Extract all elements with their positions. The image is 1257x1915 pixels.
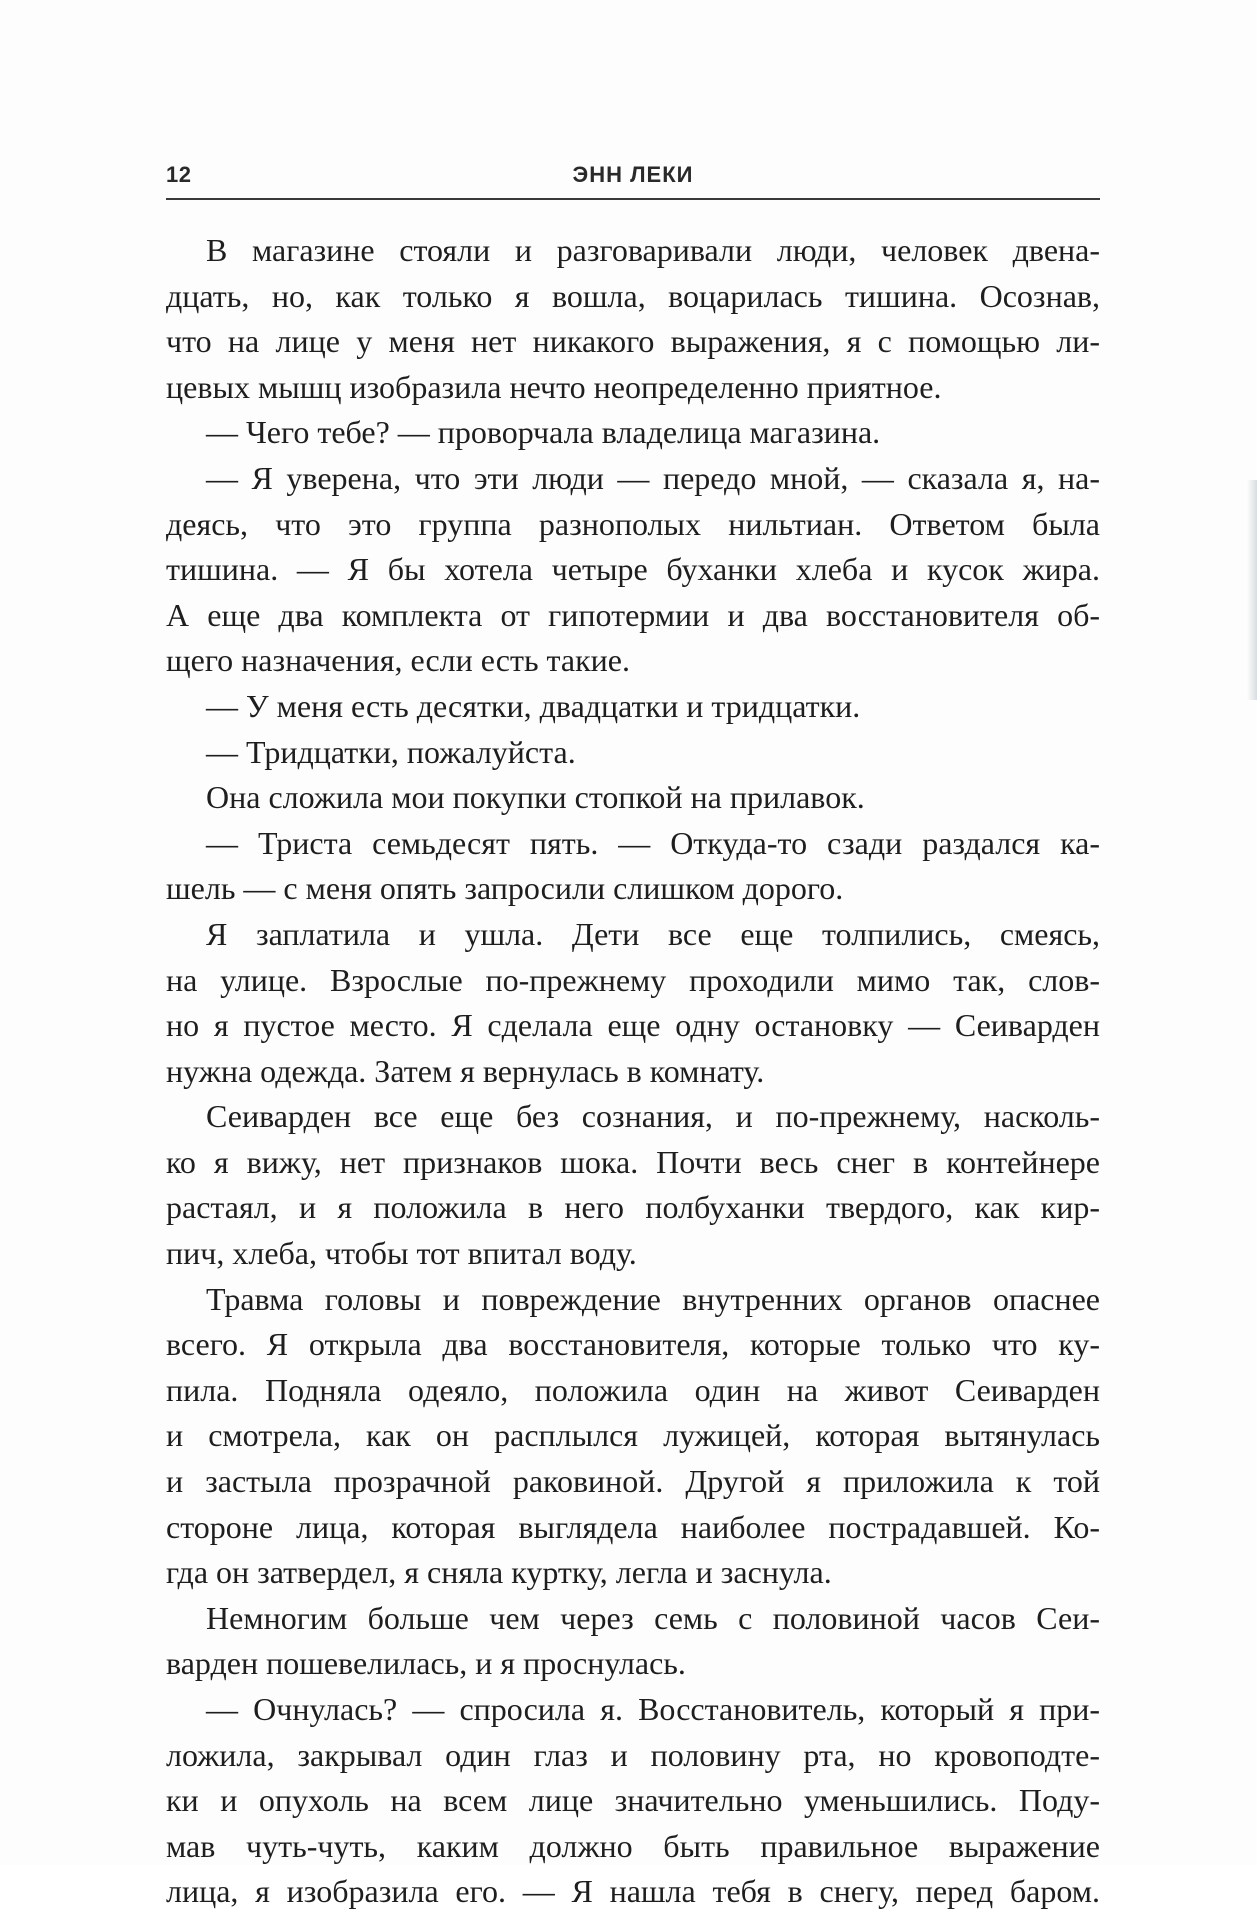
text-line: Я заплатила и ушла. Дети все еще толпились, смеясь, [206, 915, 1100, 952]
text-line: — Тридцатки, пожалуйста. [206, 733, 576, 770]
text-line: В магазине стояли и разговаривали люди, человек двена- [206, 232, 1100, 268]
text-line: мав чуть-чуть, каким должно быть правильное выражение [166, 1827, 1100, 1864]
running-head [166, 162, 1100, 200]
text-line: гда он затвердел, я сняла куртку, легла и заснула. [166, 1554, 832, 1591]
text-line: пич, хлеба, чтобы тот впитал воду. [166, 1235, 637, 1272]
text-line: цевых мышц изобразила нечто неопределенно приятное. [166, 368, 942, 405]
text-line: что на лице у меня нет никакого выражения, я с помощью ли- [166, 323, 1100, 360]
text-line: и смотрела, как он расплылся лужицей, которая вытянулась [166, 1417, 1100, 1454]
text-line: Сеиварден все еще без сознания, и по-прежнему, насколь- [206, 1098, 1100, 1135]
text-line: — Я уверена, что эти люди — передо мной, — сказала я, на- [206, 459, 1100, 496]
text-line: шель — с меня опять запросили слишком дорого. [166, 870, 844, 907]
text-line: ки и опухоль на всем лице значительно уменьшились. Поду- [166, 1782, 1100, 1819]
text-line: щего назначения, если есть такие. [166, 642, 630, 679]
text-line: Она сложила мои покупки стопкой на прилавок. [206, 779, 865, 816]
header-rule [166, 198, 1100, 200]
text-line: лица, я изобразила его. — Я нашла тебя в снегу, перед баром. [166, 1873, 1100, 1910]
text-line: — Триста семьдесят пять. — Откуда-то сзади раздался ка- [206, 824, 1100, 861]
body-text [166, 228, 1100, 1915]
text-line: ко я вижу, нет признаков шока. Почти весь снег в контейнере [166, 1143, 1100, 1180]
text-line: Травма головы и повреждение внутренних органов опаснее [206, 1280, 1100, 1317]
text-line: на улице. Взрослые по-прежнему проходили мимо так, слов- [166, 961, 1100, 998]
text-line: и застыла прозрачной раковиной. Другой я приложила к той [166, 1463, 1100, 1500]
text-line: но я пустое место. Я сделала еще одну остановку — Сеиварден [166, 1007, 1100, 1044]
text-line: всего. Я открыла два восстановителя, которые только что ку- [166, 1326, 1100, 1363]
text-line: деясь, что это группа разнополых нильтиан. Ответом была [166, 505, 1100, 542]
text-line: стороне лица, которая выглядела наиболее пострадавшей. Ко- [166, 1508, 1100, 1545]
text-line: — Чего тебе? — проворчала владелица магазина. [206, 414, 881, 451]
page-number: 12 [166, 162, 192, 187]
text-line: ложила, закрывал один глаз и половину рта, но кровоподте- [166, 1736, 1100, 1773]
page-edge-shadow [1247, 480, 1257, 700]
text-line: Немногим больше чем через семь с половиной часов Сеи- [206, 1599, 1100, 1636]
text-line: — Очнулась? — спросила я. Восстановитель, который я при- [206, 1691, 1100, 1727]
text-line: тишина. — Я бы хотела четыре буханки хлеба и кусок жира. [166, 551, 1100, 588]
text-line: растаял, и я положила в него полбуханки твердого, как кир- [166, 1189, 1100, 1226]
text-line: — У меня есть десятки, двадцатки и тридцатки. [206, 687, 861, 724]
text-line: пила. Подняла одеяло, положила один на живот Сеиварден [166, 1371, 1100, 1408]
text-line: варден пошевелилась, и я проснулась. [166, 1645, 686, 1682]
text-line: А еще два комплекта от гипотермии и два восстановителя об- [166, 596, 1100, 633]
text-line: нужна одежда. Затем я вернулась в комнату. [166, 1052, 765, 1089]
author-name: ЭНН ЛЕКИ [572, 162, 694, 187]
text-line: дцать, но, как только я вошла, воцарилась тишина. Осознав, [166, 277, 1100, 314]
